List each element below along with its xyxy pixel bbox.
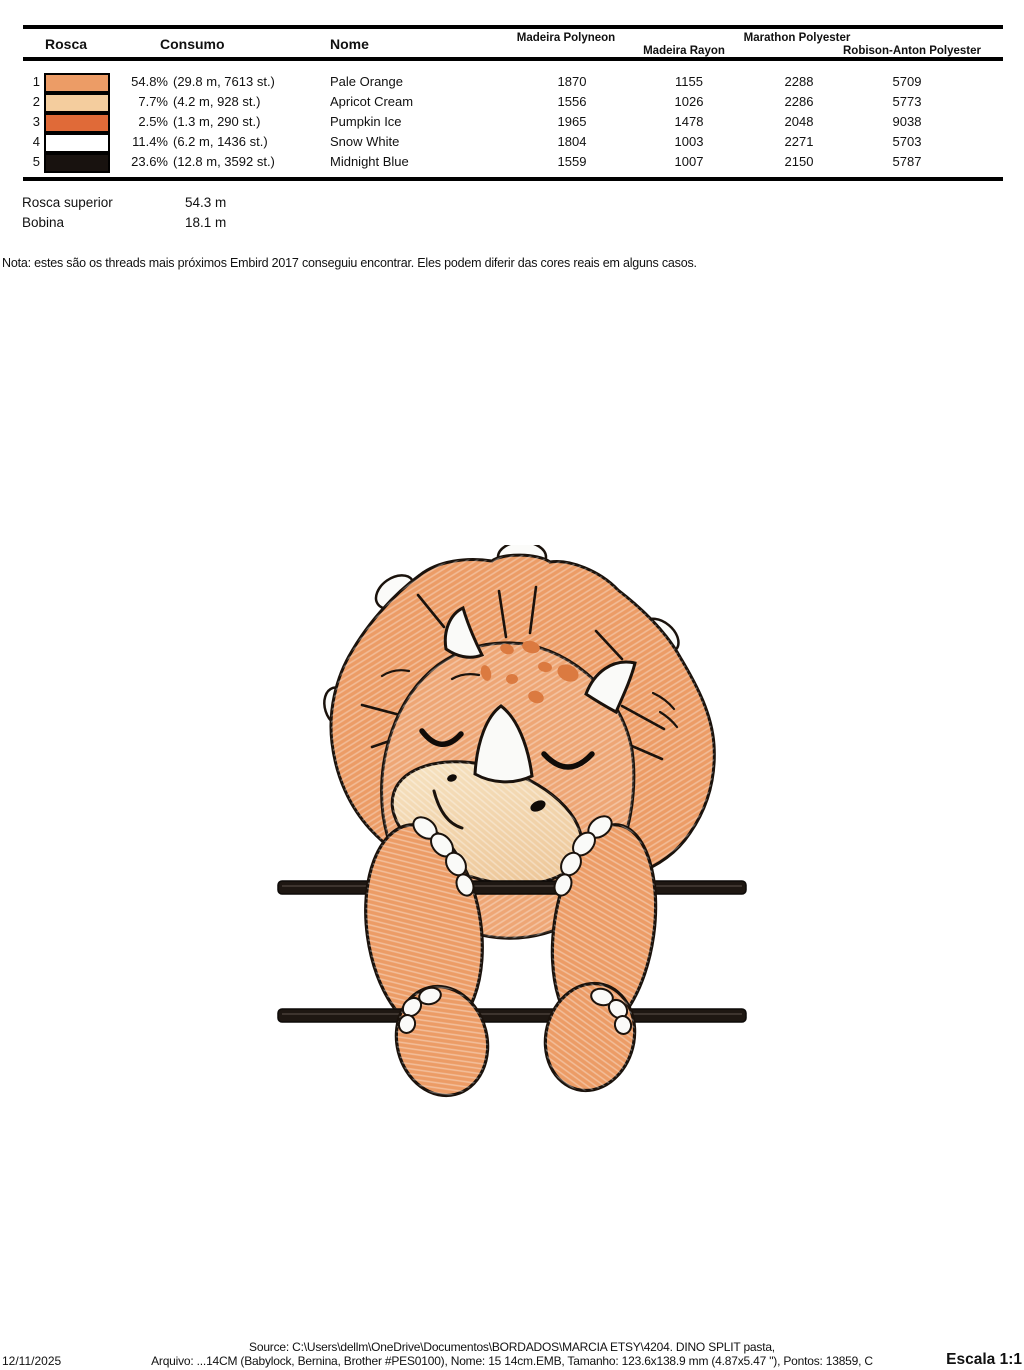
thread-number: 4 bbox=[32, 134, 40, 149]
table-rule-bottom bbox=[23, 177, 1003, 181]
consumption-detail: (12.8 m, 3592 st.) bbox=[173, 154, 275, 169]
thread-name: Midnight Blue bbox=[330, 154, 409, 169]
robison-code: 5709 bbox=[892, 74, 922, 89]
marathon-code: 2150 bbox=[784, 154, 814, 169]
table-rule-top bbox=[23, 25, 1003, 29]
rayon-code: 1007 bbox=[674, 154, 704, 169]
footer-date: 12/11/2025 bbox=[2, 1354, 62, 1368]
thread-number: 2 bbox=[32, 94, 40, 109]
thread-color-swatch bbox=[44, 113, 110, 133]
rayon-code: 1026 bbox=[674, 94, 704, 109]
rayon-code: 1478 bbox=[674, 114, 704, 129]
robison-code: 5787 bbox=[892, 154, 922, 169]
polyneon-code: 1870 bbox=[557, 74, 587, 89]
consumption-percent: 7.7% bbox=[138, 94, 168, 109]
consumption-percent: 11.4% bbox=[132, 134, 168, 149]
col-header-polyneon: Madeira Polyneon bbox=[516, 32, 616, 44]
col-header-rayon: Madeira Rayon bbox=[643, 45, 725, 57]
rayon-code: 1003 bbox=[674, 134, 704, 149]
total-value-upper-thread: 54.3 m bbox=[185, 195, 227, 210]
polyneon-code: 1965 bbox=[557, 114, 587, 129]
thread-color-swatch bbox=[44, 153, 110, 173]
robison-code: 9038 bbox=[892, 114, 922, 129]
thread-number: 1 bbox=[32, 74, 40, 89]
col-header-rosca: Rosca bbox=[45, 36, 88, 52]
robison-code: 5773 bbox=[892, 94, 922, 109]
total-label-upper-thread: Rosca superior bbox=[22, 195, 113, 210]
embroidery-design-preview bbox=[270, 545, 750, 1110]
thread-name: Snow White bbox=[330, 134, 400, 149]
thread-number: 3 bbox=[32, 114, 40, 129]
thread-number: 5 bbox=[32, 154, 40, 169]
consumption-percent: 2.5% bbox=[138, 114, 168, 129]
polyneon-code: 1804 bbox=[557, 134, 587, 149]
marathon-code: 2286 bbox=[784, 94, 814, 109]
top-split-bar bbox=[278, 881, 746, 894]
col-header-robison: Robison-Anton Polyester bbox=[842, 45, 982, 57]
thread-match-note: Nota: estes são os threads mais próximos Embird 2017 conseguiu encontrar. Eles podem diferir das cores reais em alguns casos. bbox=[2, 256, 697, 270]
robison-code: 5703 bbox=[892, 134, 922, 149]
marathon-code: 2048 bbox=[784, 114, 814, 129]
consumption-percent: 23.6% bbox=[131, 154, 168, 169]
thread-name: Pale Orange bbox=[330, 74, 403, 89]
total-value-bobbin: 18.1 m bbox=[185, 215, 227, 230]
consumption-detail: (29.8 m, 7613 st.) bbox=[173, 74, 275, 89]
table-rule-header bbox=[23, 57, 1003, 61]
thread-name: Pumpkin Ice bbox=[330, 114, 402, 129]
rayon-code: 1155 bbox=[675, 74, 703, 89]
polyneon-code: 1556 bbox=[557, 94, 587, 109]
bottom-split-bar bbox=[278, 1009, 746, 1022]
thread-color-swatch bbox=[44, 133, 110, 153]
thread-color-swatch bbox=[44, 73, 110, 93]
col-header-marathon: Marathon Polyester bbox=[743, 32, 851, 44]
marathon-code: 2288 bbox=[784, 74, 814, 89]
polyneon-code: 1559 bbox=[557, 154, 587, 169]
col-header-consumo: Consumo bbox=[160, 36, 225, 52]
thread-color-swatch bbox=[44, 93, 110, 113]
total-label-bobbin: Bobina bbox=[22, 215, 65, 230]
footer-scale-label: Escala 1:1 bbox=[946, 1351, 1022, 1368]
thread-name: Apricot Cream bbox=[330, 94, 414, 109]
marathon-code: 2271 bbox=[784, 134, 814, 149]
consumption-percent: 54.8% bbox=[131, 74, 168, 89]
footer-source-path: Source: C:\Users\dellm\OneDrive\Documentos\BORDADOS\MARCIA ETSY\4204. DINO SPLIT pasta, bbox=[249, 1340, 775, 1354]
consumption-detail: (1.3 m, 290 st.) bbox=[173, 114, 261, 129]
col-header-nome: Nome bbox=[330, 36, 369, 52]
consumption-detail: (6.2 m, 1436 st.) bbox=[173, 134, 268, 149]
consumption-detail: (4.2 m, 928 st.) bbox=[173, 94, 261, 109]
footer-file-info: Arquivo: ...14CM (Babylock, Bernina, Brother #PES0100), Nome: 15 14cm.EMB, Tamanho: 123.6x138.9 mm (4.87x5.47 "), Pontos: 13859, C bbox=[151, 1354, 873, 1368]
